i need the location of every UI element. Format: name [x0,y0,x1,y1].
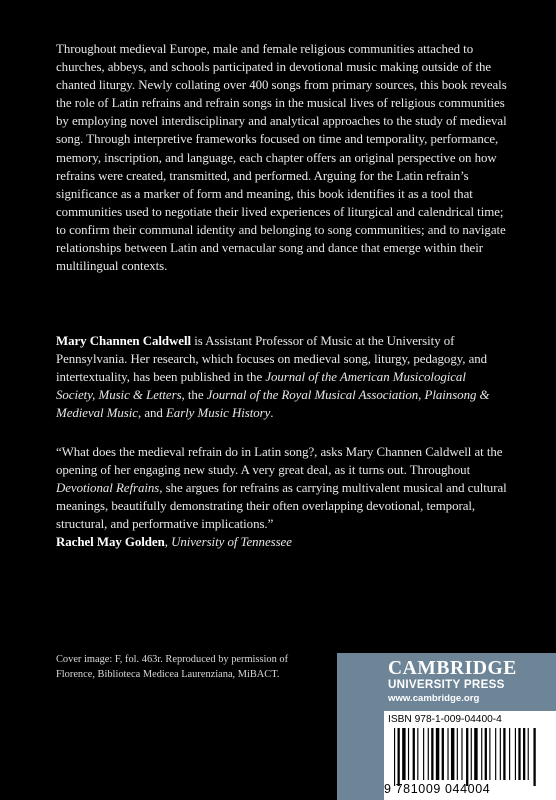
author-bio-text: is Assistant Professor of Music at the University of Pennsylvania. Her research, which focuses on medieval song, liturgy, pedagogy, and intertextuality, has been published in the [56,334,488,385]
author-bio-text: , and [137,406,166,421]
book-title: Devotional Refrains [56,481,160,496]
journal-title: Early Music History [165,406,271,421]
publisher-panel [337,653,556,800]
reviewer-affiliation: University of Tennessee [171,535,292,550]
reviewer-name: Rachel May Golden [56,535,165,550]
reviewer-separator: , [164,535,172,550]
endorsement-quote [56,443,508,552]
barcode-area [384,711,556,800]
quote-text: “What does the medieval refrain do in Latin song?, asks Mary Channen Caldwell at the opening of her engaging new study. A very great deal, as it turns out. Throughout [56,445,503,478]
publisher-subtitle: UNIVERSITY PRESS [388,678,505,691]
cover-image-credit: Cover image: F, fol. 463r. Reproduced by permission of Florence, Biblioteca Medicea Laurenziana, MiBACT. [56,654,289,680]
quote-text: , she argues for refrains as carrying multivalent musical and cultural meanings, beautifully demonstrating their often overlapping devotional, temporal, structural, and performative implications.” [56,481,507,532]
book-description: Throughout medieval Europe, male and female religious communities attached to churches, abbeys, and schools participated in devotional music making outside of the chanted liturgy. Newly collating over 400 songs from primary sources, this book reveals the role of Latin refrains and refrain songs in the musical lives of religious communities by employing novel interdisciplinary and analytical approaches to the study of medieval song. Through interpretive frameworks focused on time and temporality, performance, memory, inscription, and language, each chapter offers an original perspective on how refrains were created, transmitted, and performed. Arguing for the Latin refrain’s significance as a marker of form and meaning, this book identifies it as a tool that communities used to negotiate their lived experiences of liturgical and calendrical time; to confirm their communal identity and belonging to song communities; and to navigate relationships between Latin and vernacular song and dance that emerge within their multilingual contexts. [56,42,507,274]
barcode-digits: 9 781009 044004 [384,782,491,796]
author-name: Mary Channen Caldwell [56,334,192,348]
author-bio-text: , the [181,388,207,403]
journal-title: Journal of the American Musicological Society, Music & Letters [56,370,466,403]
isbn-label: ISBN 978-1-009-04400-4 [388,714,502,725]
author-bio-text: . [270,406,274,421]
author-bio [56,332,508,422]
barcode-icon [386,728,554,786]
publisher-name: CAMBRIDGE [388,658,517,679]
journal-title: Journal of the Royal Musical Association, Plainsong & Medieval Music [56,388,490,421]
publisher-url: www.cambridge.org [388,693,480,704]
